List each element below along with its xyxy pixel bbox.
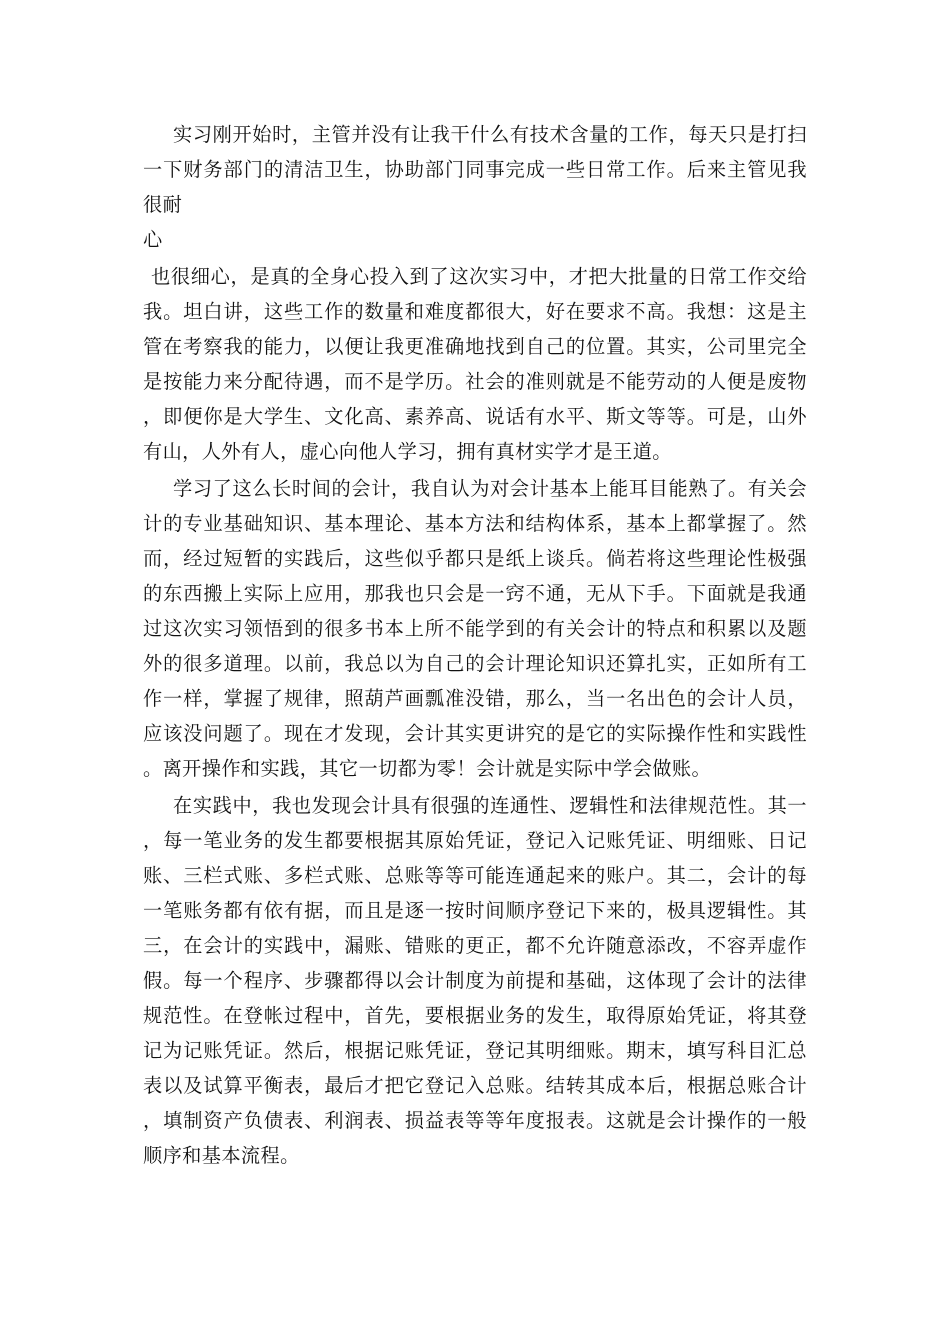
text-line: 搬上实际上应用，那我也只会是一窍不通，无从下手。下面就是我通过这次实 <box>143 582 808 640</box>
text-line: 三栏式账、多栏式账、总账等等可能连通起来的账户。其二，会计的每一笔账 <box>143 864 807 922</box>
text-line: 理。以前，我总以为自己的会计理论知识还算扎实，正如所有工作一样，掌握 <box>143 652 808 710</box>
document-body <box>143 117 807 1175</box>
text-line: 外有人，虚心向他人学习，拥有真材实学才是王道。 <box>221 440 672 463</box>
text-line: 你是大学生、文化高、素养高、说话有水平、斯文等等。可是，山外有山，人 <box>143 405 808 463</box>
paragraph-internship-start <box>143 117 807 257</box>
text-line: 在实践中，我也发现会计具有很强的连通性、逻辑性和法律规范性。其一， <box>143 794 807 852</box>
paragraph-diligence <box>143 259 807 469</box>
text-line: 我。坦白讲，这些工作的数量和难度都很大，好在要求不高。我想：这是主管 <box>143 300 807 358</box>
paragraph-theory-vs-practice <box>143 471 807 786</box>
text-line: 的专业基础知识、基本理论、基本方法和结构体系，基本上都掌握了。然而， <box>143 512 807 570</box>
text-line: 帐过程中，首先，要根据业务的发生，取得原始凭证，将其登记为记账凭证。 <box>143 1004 807 1062</box>
text-line: 务都有依有据，而且是逐一按时间顺序登记下来的，极具逻辑性。其三，在会 <box>143 899 808 957</box>
text-line: 习领悟到的很多书本上所不能学到的有关会计的特点和积累以及题外的很多道 <box>143 617 807 675</box>
text-line: 每一笔业务的发生都要根据其原始凭证，登记入记账凭证、明细账、日记账、 <box>143 829 807 887</box>
text-line: 心 <box>143 228 163 251</box>
paragraph-accounting-process <box>143 788 807 1173</box>
text-line: 能力来分配待遇，而不是学历。社会的准则就是不能劳动的人便是废物，即便 <box>143 370 807 428</box>
text-line: 下财务部门的清洁卫生，协助部门同事完成一些日常工作。后来主管见我很耐 <box>143 158 807 216</box>
text-line: 经过短暂的实践后，这些似乎都只是纸上谈兵。倘若将这些理论性极强的东西 <box>143 547 807 605</box>
text-line: 程序、步骤都得以会计制度为前提和基础，这体现了会计的法律规范性。在登 <box>143 969 808 1027</box>
text-line: 现在才发现，会计其实更讲究的是它的实际操作性和实践性。离开操作和实践， <box>143 722 807 780</box>
text-line: 实习刚开始时，主管并没有让我干什么有技术含量的工作，每天只是打扫一 <box>143 123 807 181</box>
text-line: 最后才把它登记入总账。结转其成本后，根据总账合计，填制资产负债表、利 <box>143 1074 807 1132</box>
text-line: 也很细心，是真的全身心投入到了这次实习中，才把大批量的日常工作交给 <box>151 265 807 288</box>
text-line: 学习了这么长时间的会计，我自认为对会计基本上能耳目能熟了。有关会计 <box>143 477 807 535</box>
text-line: 在考察我的能力，以便让我更准确地找到自己的位置。其实，公司里完全是按 <box>143 335 807 393</box>
text-line: 润表、损益表等等年度报表。这就是会计操作的一般顺序和基本流程。 <box>143 1109 808 1167</box>
text-line: 然后，根据记账凭证，登记其明细账。期末，填写科目汇总表以及试算平衡表， <box>143 1039 807 1097</box>
text-line: 计的实践中，漏账、错账的更正，都不允许随意添改，不容弄虚作假。每一个 <box>143 934 807 992</box>
text-line: 其它一切都为零！会计就是实际中学会做账。 <box>319 757 712 780</box>
text-line: 了规律，照葫芦画瓢准没错，那么，当一名出色的会计人员，应该没问题了。 <box>143 687 807 745</box>
